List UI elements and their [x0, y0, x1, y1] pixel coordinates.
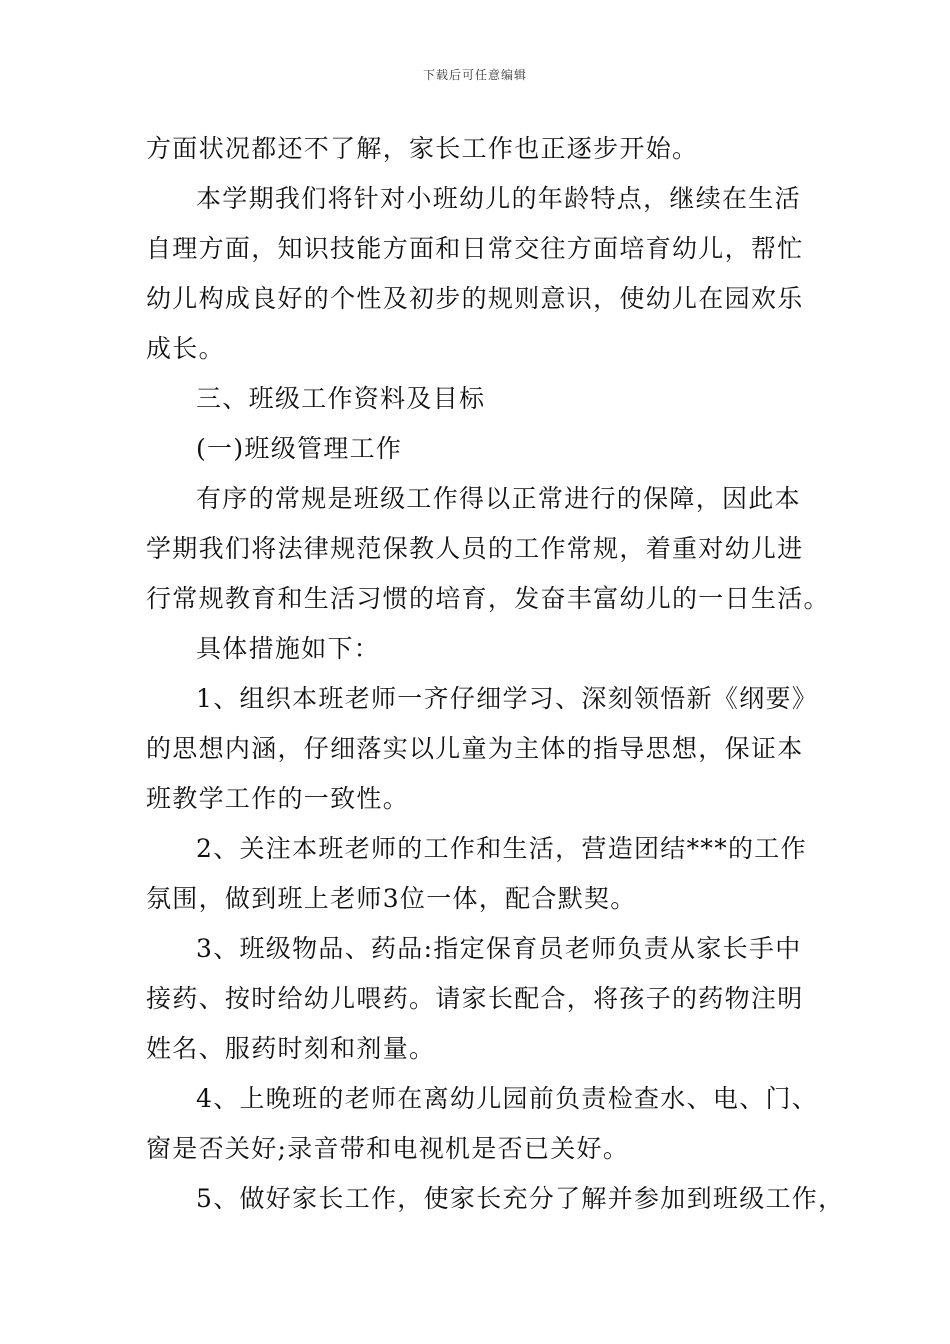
text-line: 姓名、服药时刻和剂量。	[146, 1034, 436, 1063]
text-line: 有序的常规是班级工作得以正常进行的保障，因此本	[196, 484, 801, 513]
list-item: 1、组织本班老师一齐仔细学习、深刻领悟新《纲要》	[196, 684, 819, 713]
text-line: 具体措施如下：	[196, 634, 381, 663]
text-line: 自理方面，知识技能方面和日常交往方面培育幼儿，帮忙	[146, 234, 804, 263]
text-line: 班教学工作的一致性。	[146, 784, 410, 813]
header-note: 下载后可任意编辑	[422, 68, 527, 82]
text-line: 方面状况都还不了解，家长工作也正逐步开始。	[146, 134, 699, 163]
text-line: 窗是否关好;录音带和电视机是否已关好。	[146, 1134, 630, 1163]
text-line: 行常规教育和生活习惯的培育，发奋丰富幼儿的一日生活。	[146, 584, 830, 613]
text-line: 幼儿构成良好的个性及初步的规则意识，使幼儿在园欢乐	[146, 284, 804, 313]
text-line: 成长。	[146, 334, 225, 363]
text-line: 氛围，做到班上老师3位一体，配合默契。	[146, 884, 637, 913]
text-line: 接药、按时给幼儿喂药。请家长配合，将孩子的药物注明	[146, 984, 804, 1013]
list-item: 2、关注本班老师的工作和生活，营造团结***的工作	[196, 834, 807, 863]
text-line: 的思想内涵，仔细落实以儿童为主体的指导思想，保证本	[146, 734, 804, 763]
list-item: 4、上晚班的老师在离幼儿园前负责检查水、电、门、	[196, 1084, 819, 1113]
subsection-heading: (一)班级管理工作	[196, 434, 403, 463]
document-body	[146, 124, 845, 1224]
section-heading: 三、班级工作资料及目标	[196, 384, 486, 413]
text-line: 学期我们将法律规范保教人员的工作常规，着重对幼儿进	[146, 534, 804, 563]
text-line: 本学期我们将针对小班幼儿的年龄特点，继续在生活	[196, 184, 801, 213]
list-item: 3、班级物品、药品:指定保育员老师负责从家长手中	[196, 934, 802, 963]
list-item: 5、做好家长工作，使家长充分了解并参加到班级工作，	[196, 1184, 845, 1213]
